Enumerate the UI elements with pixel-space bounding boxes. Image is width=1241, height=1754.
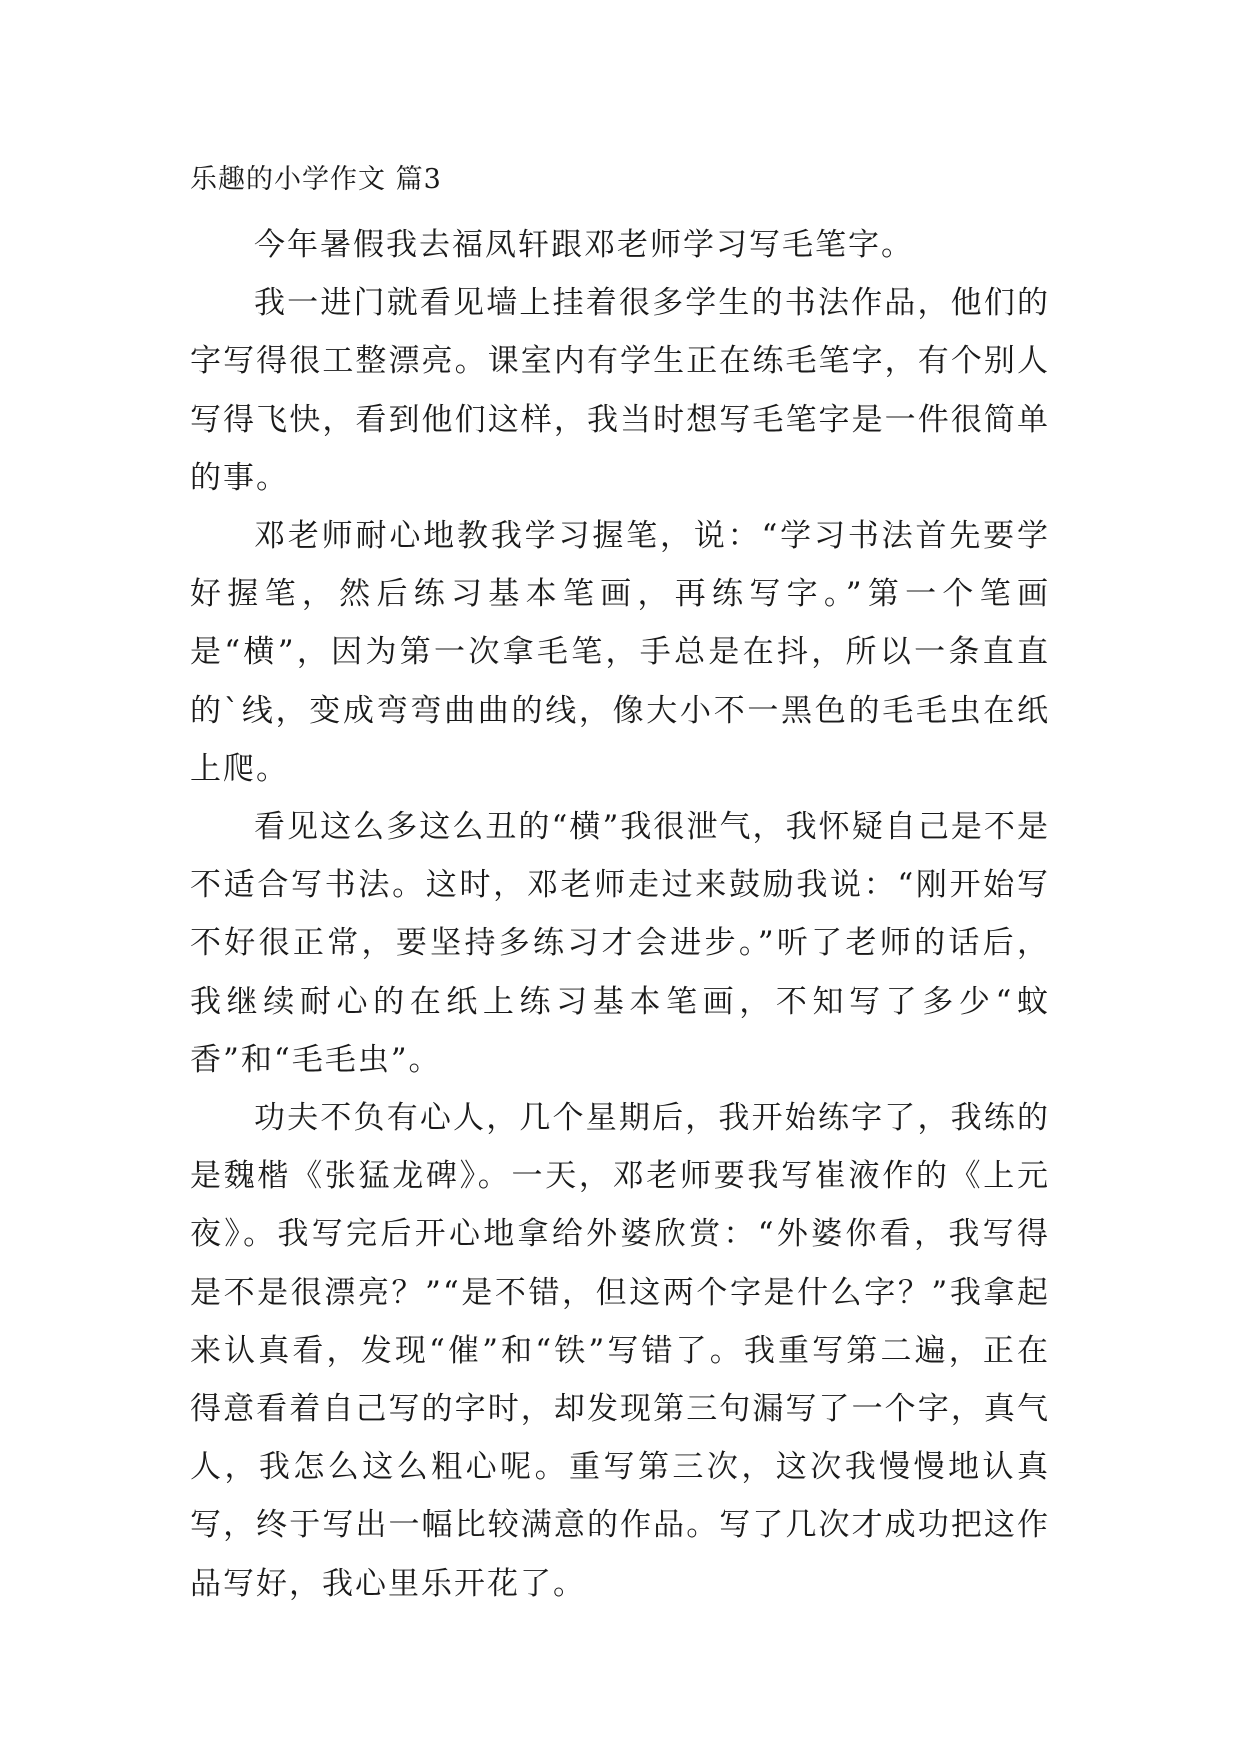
document-page xyxy=(190,160,1050,1613)
paragraph-1: 今年暑假我去福凤轩跟邓老师学习写毛笔字。 xyxy=(254,227,914,263)
paragraph-2: 我一进门就看见墙上挂着很多学生的书法作品，他们的字写得很工整漂亮。课室内有学生正在练毛笔字，有个别人写得飞快，看到他们这样，我当时想写毛笔字是一件很简单的事。 xyxy=(190,285,1050,496)
paragraph-4: 看见这么多这么丑的“横”我很泄气，我怀疑自己是不是不适合写书法。这时，邓老师走过来鼓励我说：“刚开始写不好很正常，要坚持多练习才会进步。”听了老师的话后，我继续耐心的在纸上练习基本笔画，不知写了多少“蚊香”和“毛毛虫”。 xyxy=(190,809,1050,1078)
document-title: 乐趣的小学作文 篇3 xyxy=(190,164,442,195)
paragraph-5: 功夫不负有心人，几个星期后，我开始练字了，我练的是魏楷《张猛龙碑》。一天，邓老师要我写崔液作的《上元夜》。我写完后开心地拿给外婆欣赏：“外婆你看，我写得是不是很漂亮？”“是不错，但这两个字是什么字？”我拿起来认真看，发现“催”和“铁”写错了。我重写第二遍，正在得意看着自己写的字时，却发现第三句漏写了一个字，真气人，我怎么这么粗心呢。重写第三次，这次我慢慢地认真写，终于写出一幅比较满意的作品。写了几次才成功把这作品写好，我心里乐开花了。 xyxy=(190,1100,1050,1602)
paragraph-3: 邓老师耐心地教我学习握笔，说：“学习书法首先要学好握笔，然后练习基本笔画，再练写字。”第一个笔画是“横”，因为第一次拿毛笔，手总是在抖，所以一条直直的`线，变成弯弯曲曲的线，像大小不一黑色的毛毛虫在纸上爬。 xyxy=(190,518,1050,787)
